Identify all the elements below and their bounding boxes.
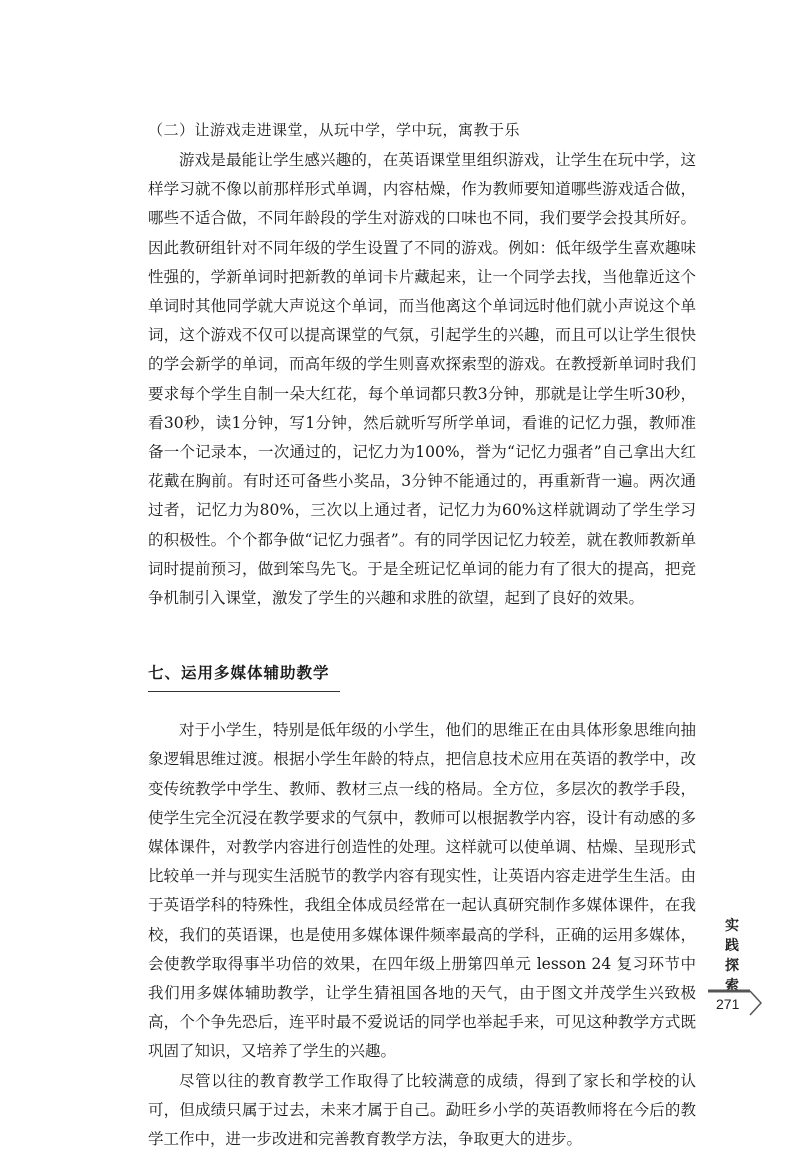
page-number-marker (704, 988, 764, 1018)
paragraph-games: 游戏是最能让学生感兴趣的，在英语课堂里组织游戏，让学生在玩中学，这样学习就不像以前那样形式单调，内容枯燥，作为教师要知道哪些游戏适合做，哪些不适合做，不同年龄段的学生对游戏的口味也不同，我们要学会投其所好。因此教研组针对不同年级的学生设置了不同的游戏。例如：低年级学生喜欢趣味性强的，学新单词时把新教的单词卡片藏起来，让一个同学去找，当他靠近这个单词时其他同学就大声说这个单词，而当他离这个单词远时他们就小声说这个单词，这个游戏不仅可以提高课堂的气氛，引起学生的兴趣，而且可以让学生很快的学会新学的单词，而高年级的学生则喜欢探索型的游戏。在教授新单词时我们要求每个学生自制一朵大红花，每个单词都只教3分钟，那就是让学生听30秒，看30秒，读1分钟，写1分钟，然后就听写所学单词，看谁的记忆力强，教师准备一个记录本，一次通过的，记忆力为100%，誉为“记忆力强者”自己拿出大红花戴在胸前。有时还可备些小奖品，3分钟不能通过的，再重新背一遍。两次通过者，记忆力为80%，三次以上通过者，记忆力为60%这样就调动了学生学习的积极性。个个都争做“记忆力强者”。有的同学因记忆力较差，就在教师教新单词时提前预习，做到笨鸟先飞。于是全班记忆单词的能力有了很大的提高，把竞争机制引入课堂，激发了学生的兴趣和求胜的欲望，起到了良好的效果。 (148, 151, 696, 608)
section-heading: 七、运用多媒体辅助教学 (148, 659, 340, 692)
paragraph-conclusion: 尽管以往的教育教学工作取得了比较满意的成绩，得到了家长和学校的认可，但成绩只属于过去，未来才属于自己。勐旺乡小学的英语教师将在今后的教学工作中，进一步改进和完善教育教学方法，争取更大的进步。 (148, 1071, 696, 1149)
paragraph-multimedia: 对于小学生，特别是低年级的小学生，他们的思维正在由具体形象思维向抽象逻辑思维过渡。根据小学生年龄的特点，把信息技术应用在英语的教学中，改变传统教学中学生、教师、教材三点一线的格局。全方位，多层次的教学手段，使学生完全沉浸在教学要求的气氛中，教师可以根据教学内容，设计有动感的多媒体课件，对教学内容进行创造性的处理。这样就可以使单调、枯燥、呈现形式比较单一并与现实生活脱节的教学内容有现实性，让英语内容走进学生生活。由于英语学科的特殊性，我组全体成员经常在一起认真研究制作多媒体课件，在我校，我们的英语课，也是使用多媒体课件频率最高的学科，正确的运用多媒体，会使教学取得事半功倍的效果，在四年级上册第四单元 lesson 24 复习环节中我们用多媒体辅助教学，让学生猜祖国各地的天气，由于图文并茂学生兴致极高，个个争先恐后，连平时最不爱说话的同学也举起手来，可见这种教学方式既巩固了知识，又培养了学生的兴趣。 (148, 721, 696, 1061)
page-number: 271 (716, 996, 740, 1012)
document-body (148, 116, 696, 1154)
side-section-label: 实践探索 (725, 918, 739, 994)
sub-heading: （二）让游戏走进课堂，从玩中学，学中玩，寓教于乐 (148, 121, 521, 139)
